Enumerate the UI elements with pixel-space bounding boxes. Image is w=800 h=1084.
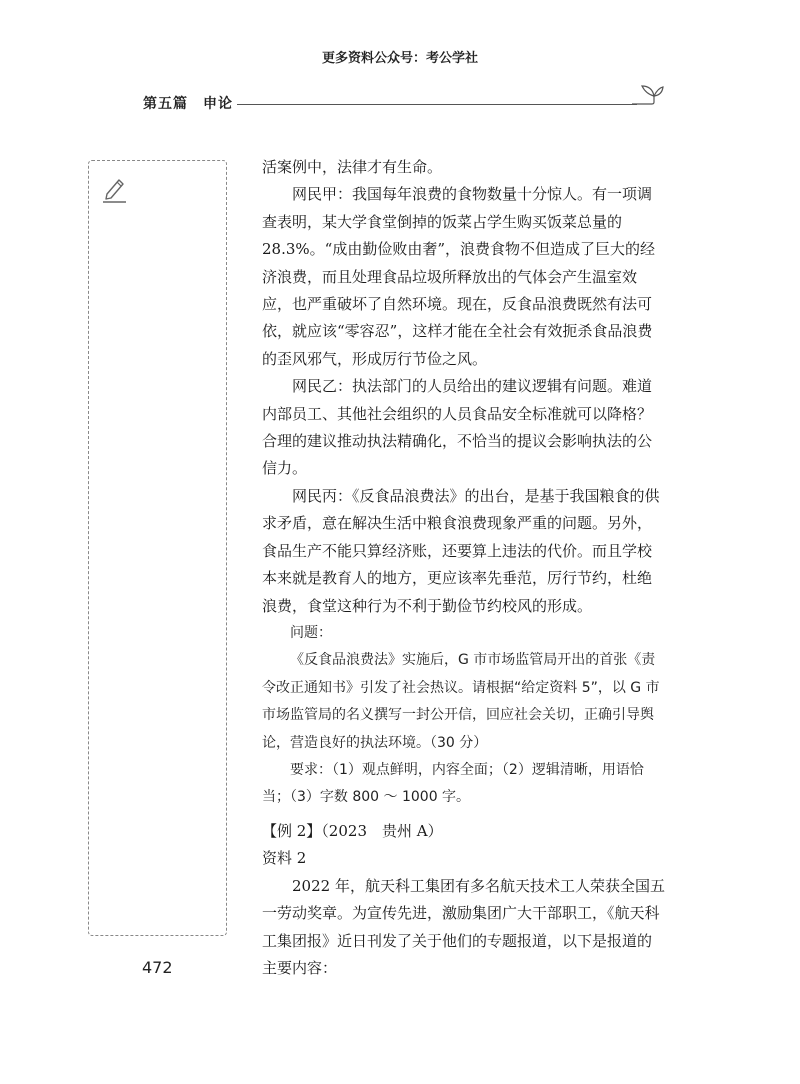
paragraph: 活案例中，法律才有生命。 bbox=[262, 158, 443, 176]
requirements-text: 要求：（1）观点鲜明，内容全面；（2）逻辑清晰，用语恰当；（3）字数 800 ～ 1000 字。 bbox=[262, 761, 644, 806]
paragraph: 网民乙：执法部门的人员给出的建议逻辑有问题。难道内部员工、其他社会组织的人员食品安全标准就可以降格？合理的建议推动执法精确化，不恰当的提议会影响执法的公信力。 bbox=[262, 377, 653, 478]
paragraph: 网民丙：《反食品浪费法》的出台，是基于我国粮食的供求矛盾，意在解决生活中粮食浪费现象严重的问题。另外，食品生产不能只算经济账，还要算上违法的代价。而且学校本来就是教育人的地方，更应该率先垂范，厉行节约，杜绝浪费，食堂这种行为不利于勤俭节约校风的形成。 bbox=[262, 486, 660, 615]
question-label: 问题： bbox=[290, 624, 332, 641]
example-paragraph: 2022 年，航天科工集团有多名航天技术工人荣获全国五一劳动奖章。为宣传先进，激励集团广大干部职工，《航天科工集团报》近日刊发了关于他们的专题报道，以下是报道的主要内容： bbox=[262, 876, 665, 978]
paragraph: 网民甲：我国每年浪费的食物数量十分惊人。有一项调查表明，某大学食堂倒掉的饭菜占学生购买饭菜总量的 28.3%。“成由勤俭败由奢”，浪费食物不但造成了巨大的经济浪费，而且处理食品垃圾所释放出的气体会产生温室效应，也严重破坏了自然环境。现在，反食品浪费既然有法可依，就应该“零容忍”，这样才能在全社会有效扼杀食品浪费的歪风邪气，形成厉行节俭之风。 bbox=[262, 185, 655, 368]
top-banner: 更多资料公众号：考公学社 bbox=[321, 51, 478, 66]
header-rule bbox=[237, 104, 637, 105]
sprout-icon bbox=[630, 82, 664, 108]
example-title: 【例 2】（2023 贵州 A） bbox=[262, 822, 443, 840]
page-number: 472 bbox=[142, 958, 173, 977]
material-label: 资料 2 bbox=[262, 849, 307, 868]
example-section bbox=[262, 818, 666, 982]
question-text: 《反食品浪费法》实施后，G 市市场监管局开出的首张《责令改正通知书》引发了社会热议。请根据“给定资料 5”，以 G 市市场监管局的名义撰写一封公开信，回应社会关切，正确引导舆论，营造良好的执法环境。（30 分） bbox=[262, 652, 660, 751]
chapter-title: 第五篇 申论 bbox=[143, 96, 233, 112]
notes-sidebar bbox=[88, 160, 227, 936]
main-content bbox=[262, 154, 666, 812]
pencil-icon bbox=[100, 175, 128, 203]
